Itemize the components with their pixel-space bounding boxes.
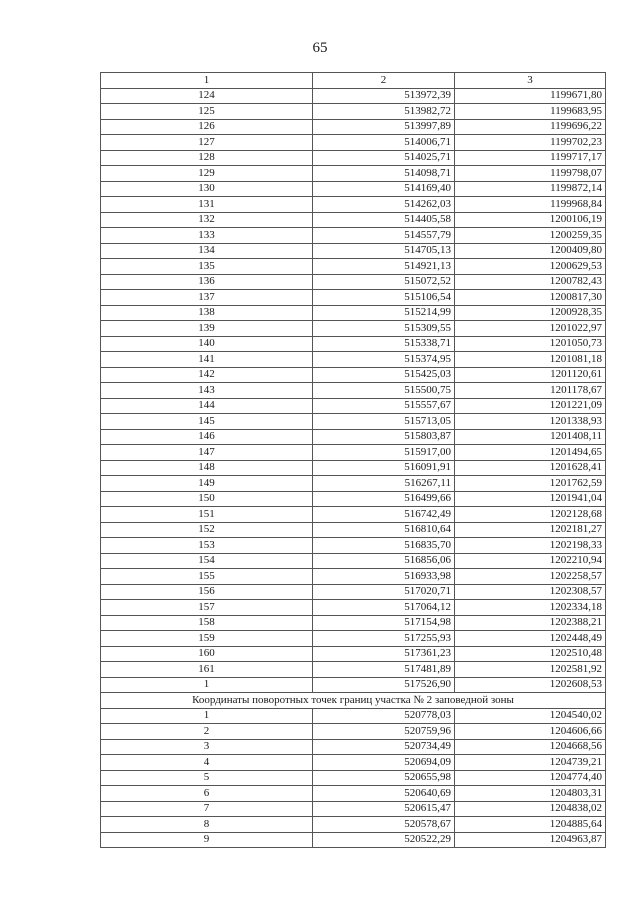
point-number-cell: 7 xyxy=(101,801,313,817)
table-row xyxy=(101,104,606,120)
point-number-cell: 149 xyxy=(101,476,313,492)
x-coordinate-cell: 517255,93 xyxy=(313,631,455,647)
point-number-cell: 125 xyxy=(101,104,313,120)
y-coordinate-cell: 1204540,02 xyxy=(455,708,606,724)
x-coordinate-cell: 514169,40 xyxy=(313,181,455,197)
point-number-cell: 153 xyxy=(101,538,313,554)
x-coordinate-cell: 514098,71 xyxy=(313,166,455,182)
table-row xyxy=(101,197,606,213)
x-coordinate-cell: 515425,03 xyxy=(313,367,455,383)
point-number-cell: 139 xyxy=(101,321,313,337)
y-coordinate-cell: 1204668,56 xyxy=(455,739,606,755)
table-row xyxy=(101,135,606,151)
x-coordinate-cell: 515309,55 xyxy=(313,321,455,337)
y-coordinate-cell: 1200817,30 xyxy=(455,290,606,306)
table-row xyxy=(101,367,606,383)
point-number-cell: 138 xyxy=(101,305,313,321)
y-coordinate-cell: 1200928,35 xyxy=(455,305,606,321)
y-coordinate-cell: 1202128,68 xyxy=(455,507,606,523)
x-coordinate-cell: 516835,70 xyxy=(313,538,455,554)
x-coordinate-cell: 515072,52 xyxy=(313,274,455,290)
y-coordinate-cell: 1201178,67 xyxy=(455,383,606,399)
x-coordinate-cell: 514006,71 xyxy=(313,135,455,151)
point-number-cell: 137 xyxy=(101,290,313,306)
table-row xyxy=(101,119,606,135)
point-number-cell: 154 xyxy=(101,553,313,569)
table-row xyxy=(101,553,606,569)
y-coordinate-cell: 1202181,27 xyxy=(455,522,606,538)
y-coordinate-cell: 1201762,59 xyxy=(455,476,606,492)
table-row xyxy=(101,398,606,414)
point-number-cell: 161 xyxy=(101,662,313,678)
x-coordinate-cell: 516933,98 xyxy=(313,569,455,585)
point-number-cell: 1 xyxy=(101,708,313,724)
point-number-cell: 147 xyxy=(101,445,313,461)
y-coordinate-cell: 1202388,21 xyxy=(455,615,606,631)
x-coordinate-cell: 516267,11 xyxy=(313,476,455,492)
point-number-cell: 155 xyxy=(101,569,313,585)
table-row xyxy=(101,228,606,244)
point-number-cell: 156 xyxy=(101,584,313,600)
table-header-row xyxy=(101,73,606,89)
point-number-cell: 134 xyxy=(101,243,313,259)
point-number-cell: 3 xyxy=(101,739,313,755)
coordinates-table xyxy=(100,72,606,848)
x-coordinate-cell: 513997,89 xyxy=(313,119,455,135)
y-coordinate-cell: 1202210,94 xyxy=(455,553,606,569)
table-row xyxy=(101,274,606,290)
x-coordinate-cell: 515917,00 xyxy=(313,445,455,461)
x-coordinate-cell: 514921,13 xyxy=(313,259,455,275)
table-row xyxy=(101,212,606,228)
x-coordinate-cell: 520655,98 xyxy=(313,770,455,786)
table-row xyxy=(101,708,606,724)
point-number-cell: 136 xyxy=(101,274,313,290)
table-row xyxy=(101,321,606,337)
coordinates-table-body xyxy=(101,73,606,848)
point-number-cell: 1 xyxy=(101,677,313,693)
point-number-cell: 160 xyxy=(101,646,313,662)
point-number-cell: 129 xyxy=(101,166,313,182)
point-number-cell: 135 xyxy=(101,259,313,275)
y-coordinate-cell: 1200629,53 xyxy=(455,259,606,275)
table-row xyxy=(101,677,606,693)
point-number-cell: 146 xyxy=(101,429,313,445)
table-row xyxy=(101,615,606,631)
point-number-cell: 131 xyxy=(101,197,313,213)
table-row xyxy=(101,646,606,662)
x-coordinate-cell: 515713,05 xyxy=(313,414,455,430)
point-number-cell: 5 xyxy=(101,770,313,786)
header-col-2: 2 xyxy=(313,73,455,89)
x-coordinate-cell: 515106,54 xyxy=(313,290,455,306)
x-coordinate-cell: 515500,75 xyxy=(313,383,455,399)
table-row xyxy=(101,166,606,182)
table-row xyxy=(101,817,606,833)
point-number-cell: 152 xyxy=(101,522,313,538)
table-row xyxy=(101,662,606,678)
y-coordinate-cell: 1204803,31 xyxy=(455,786,606,802)
table-row xyxy=(101,429,606,445)
x-coordinate-cell: 516091,91 xyxy=(313,460,455,476)
point-number-cell: 158 xyxy=(101,615,313,631)
point-number-cell: 141 xyxy=(101,352,313,368)
x-coordinate-cell: 515214,99 xyxy=(313,305,455,321)
y-coordinate-cell: 1201494,65 xyxy=(455,445,606,461)
section-title-row xyxy=(101,693,606,709)
y-coordinate-cell: 1199683,95 xyxy=(455,104,606,120)
y-coordinate-cell: 1201081,18 xyxy=(455,352,606,368)
y-coordinate-cell: 1202334,18 xyxy=(455,600,606,616)
point-number-cell: 150 xyxy=(101,491,313,507)
table-row xyxy=(101,770,606,786)
x-coordinate-cell: 515803,87 xyxy=(313,429,455,445)
section-title: Координаты поворотных точек границ участка № 2 заповедной зоны xyxy=(101,693,606,709)
point-number-cell: 128 xyxy=(101,150,313,166)
point-number-cell: 142 xyxy=(101,367,313,383)
y-coordinate-cell: 1200106,19 xyxy=(455,212,606,228)
y-coordinate-cell: 1201338,93 xyxy=(455,414,606,430)
table-row xyxy=(101,150,606,166)
table-row xyxy=(101,569,606,585)
point-number-cell: 151 xyxy=(101,507,313,523)
header-col-3: 3 xyxy=(455,73,606,89)
point-number-cell: 4 xyxy=(101,755,313,771)
point-number-cell: 2 xyxy=(101,724,313,740)
table-row xyxy=(101,522,606,538)
point-number-cell: 159 xyxy=(101,631,313,647)
y-coordinate-cell: 1204838,02 xyxy=(455,801,606,817)
table-row xyxy=(101,352,606,368)
x-coordinate-cell: 517361,23 xyxy=(313,646,455,662)
table-row xyxy=(101,631,606,647)
x-coordinate-cell: 513982,72 xyxy=(313,104,455,120)
y-coordinate-cell: 1204606,66 xyxy=(455,724,606,740)
table-row xyxy=(101,491,606,507)
y-coordinate-cell: 1202448,49 xyxy=(455,631,606,647)
point-number-cell: 143 xyxy=(101,383,313,399)
x-coordinate-cell: 520615,47 xyxy=(313,801,455,817)
x-coordinate-cell: 513972,39 xyxy=(313,88,455,104)
y-coordinate-cell: 1201628,41 xyxy=(455,460,606,476)
x-coordinate-cell: 515374,95 xyxy=(313,352,455,368)
y-coordinate-cell: 1201120,61 xyxy=(455,367,606,383)
x-coordinate-cell: 516742,49 xyxy=(313,507,455,523)
point-number-cell: 140 xyxy=(101,336,313,352)
table-row xyxy=(101,414,606,430)
x-coordinate-cell: 517020,71 xyxy=(313,584,455,600)
point-number-cell: 9 xyxy=(101,832,313,848)
table-row xyxy=(101,538,606,554)
point-number-cell: 127 xyxy=(101,135,313,151)
y-coordinate-cell: 1199798,07 xyxy=(455,166,606,182)
y-coordinate-cell: 1204963,87 xyxy=(455,832,606,848)
y-coordinate-cell: 1204885,64 xyxy=(455,817,606,833)
y-coordinate-cell: 1200259,35 xyxy=(455,228,606,244)
table-row xyxy=(101,801,606,817)
y-coordinate-cell: 1201022,97 xyxy=(455,321,606,337)
x-coordinate-cell: 514262,03 xyxy=(313,197,455,213)
table-row xyxy=(101,507,606,523)
table-row xyxy=(101,290,606,306)
y-coordinate-cell: 1200782,43 xyxy=(455,274,606,290)
point-number-cell: 130 xyxy=(101,181,313,197)
y-coordinate-cell: 1199702,23 xyxy=(455,135,606,151)
point-number-cell: 124 xyxy=(101,88,313,104)
y-coordinate-cell: 1199872,14 xyxy=(455,181,606,197)
x-coordinate-cell: 514557,79 xyxy=(313,228,455,244)
table-row xyxy=(101,243,606,259)
table-row xyxy=(101,383,606,399)
table-row xyxy=(101,88,606,104)
point-number-cell: 126 xyxy=(101,119,313,135)
table-row xyxy=(101,724,606,740)
y-coordinate-cell: 1199717,17 xyxy=(455,150,606,166)
page-number: 65 xyxy=(312,40,328,56)
y-coordinate-cell: 1204774,40 xyxy=(455,770,606,786)
table-row xyxy=(101,445,606,461)
table-row xyxy=(101,181,606,197)
x-coordinate-cell: 520578,67 xyxy=(313,817,455,833)
y-coordinate-cell: 1202581,92 xyxy=(455,662,606,678)
y-coordinate-cell: 1204739,21 xyxy=(455,755,606,771)
y-coordinate-cell: 1199696,22 xyxy=(455,119,606,135)
x-coordinate-cell: 514705,13 xyxy=(313,243,455,259)
y-coordinate-cell: 1201221,09 xyxy=(455,398,606,414)
x-coordinate-cell: 517064,12 xyxy=(313,600,455,616)
x-coordinate-cell: 516856,06 xyxy=(313,553,455,569)
y-coordinate-cell: 1202510,48 xyxy=(455,646,606,662)
point-number-cell: 133 xyxy=(101,228,313,244)
x-coordinate-cell: 520778,03 xyxy=(313,708,455,724)
table-row xyxy=(101,832,606,848)
table-row xyxy=(101,755,606,771)
y-coordinate-cell: 1200409,80 xyxy=(455,243,606,259)
x-coordinate-cell: 514405,58 xyxy=(313,212,455,228)
x-coordinate-cell: 514025,71 xyxy=(313,150,455,166)
table-row xyxy=(101,600,606,616)
y-coordinate-cell: 1202308,57 xyxy=(455,584,606,600)
x-coordinate-cell: 517154,98 xyxy=(313,615,455,631)
point-number-cell: 8 xyxy=(101,817,313,833)
y-coordinate-cell: 1201941,04 xyxy=(455,491,606,507)
header-col-1: 1 xyxy=(101,73,313,89)
y-coordinate-cell: 1202258,57 xyxy=(455,569,606,585)
x-coordinate-cell: 515338,71 xyxy=(313,336,455,352)
y-coordinate-cell: 1201408,11 xyxy=(455,429,606,445)
x-coordinate-cell: 516810,64 xyxy=(313,522,455,538)
x-coordinate-cell: 520759,96 xyxy=(313,724,455,740)
table-row xyxy=(101,786,606,802)
point-number-cell: 132 xyxy=(101,212,313,228)
y-coordinate-cell: 1199671,80 xyxy=(455,88,606,104)
point-number-cell: 145 xyxy=(101,414,313,430)
point-number-cell: 148 xyxy=(101,460,313,476)
table-row xyxy=(101,259,606,275)
table-row xyxy=(101,305,606,321)
x-coordinate-cell: 516499,66 xyxy=(313,491,455,507)
point-number-cell: 144 xyxy=(101,398,313,414)
table-row xyxy=(101,336,606,352)
x-coordinate-cell: 515557,67 xyxy=(313,398,455,414)
x-coordinate-cell: 520734,49 xyxy=(313,739,455,755)
table-row xyxy=(101,476,606,492)
y-coordinate-cell: 1202608,53 xyxy=(455,677,606,693)
y-coordinate-cell: 1199968,84 xyxy=(455,197,606,213)
table-row xyxy=(101,739,606,755)
point-number-cell: 6 xyxy=(101,786,313,802)
table-row xyxy=(101,460,606,476)
x-coordinate-cell: 520522,29 xyxy=(313,832,455,848)
y-coordinate-cell: 1202198,33 xyxy=(455,538,606,554)
x-coordinate-cell: 517526,90 xyxy=(313,677,455,693)
x-coordinate-cell: 517481,89 xyxy=(313,662,455,678)
y-coordinate-cell: 1201050,73 xyxy=(455,336,606,352)
point-number-cell: 157 xyxy=(101,600,313,616)
x-coordinate-cell: 520694,09 xyxy=(313,755,455,771)
table-row xyxy=(101,584,606,600)
x-coordinate-cell: 520640,69 xyxy=(313,786,455,802)
